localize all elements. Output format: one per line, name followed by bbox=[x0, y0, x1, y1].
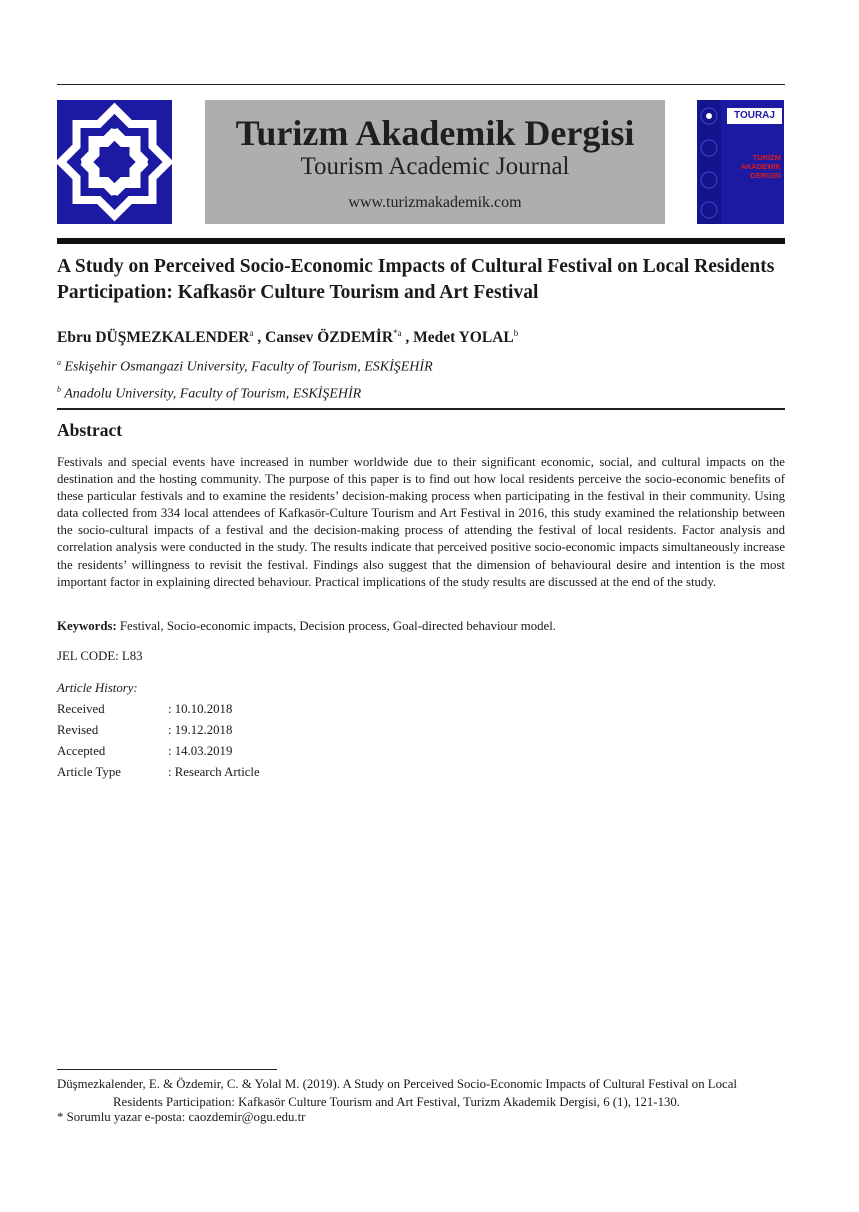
history-label: Accepted bbox=[57, 744, 106, 758]
history-value: : 19.12.2018 bbox=[168, 723, 233, 737]
journal-url[interactable]: www.turizmakademik.com bbox=[348, 194, 522, 211]
journal-cover-thumbnail bbox=[697, 100, 784, 224]
abstract-body: Festivals and special events have increased in number worldwide due to their significant economic, social, and cultural impacts on the destination and the hosting community. The purpose of this paper is to find out how local residents perceive the socio-economic benefits of these particular festivals and to examine the residents’ decision-making process when participating in the festival in their community. Using data collected from 334 local attendees of Kafkasör-Culture Tourism and Art Festival in 2016, this study examined the relationship between the socio-cultural impacts of a festival and the decision-making process of attending the festival of local residents. Factor analysis and correlation analysis were conducted in the study. The results indicate that perceived positive socio-economic impacts simultaneously increase the residents’ willingness to revisit the festival. Findings also suggest that the dimension of behavioural desire and intention is the most important factor in explaining directed behaviour. Practical implications of the study results are discussed at the end of the study. bbox=[57, 455, 785, 589]
history-value: : Research Article bbox=[168, 765, 260, 779]
affiliation-b: $^b$ Anadolu University, Faculty of Tourism, ESKİŞEHİR bbox=[57, 385, 362, 402]
history-row bbox=[57, 744, 232, 759]
journal-title: Turizm Akademik Dergisi bbox=[235, 113, 635, 153]
corresponding-author-email: * Sorumlu yazar e-posta: caozdemir@ogu.edu.tr bbox=[57, 1110, 306, 1124]
author-name: Medet YOLAL bbox=[413, 329, 514, 347]
geometric-star-logo-icon bbox=[57, 100, 172, 224]
header-thick-rule bbox=[57, 238, 785, 244]
cover-pattern-icon bbox=[697, 100, 721, 224]
history-value: : 10.10.2018 bbox=[168, 702, 233, 716]
journal-subtitle: Tourism Academic Journal bbox=[300, 153, 570, 180]
keywords-label: Keywords: bbox=[57, 619, 117, 633]
author-sup: b bbox=[513, 328, 519, 338]
history-label: Revised bbox=[57, 723, 99, 737]
history-value: : 14.03.2019 bbox=[168, 744, 233, 758]
jel-code: JEL CODE: L83 bbox=[57, 649, 143, 663]
author-name: Cansev ÖZDEMİR bbox=[265, 329, 394, 347]
abstract-heading: Abstract bbox=[57, 420, 123, 440]
citation-footnote: Düşmezkalender, E. & Özdemir, C. & Yolal M. (2019). A Study on Perceived Socio-Economic Impacts of Cultural Festival on Local Residents Participation: Kafkasör Culture Tourism and Art Festival, Turizm Akademik Dergisi, 6 (1), 121-130. bbox=[57, 1077, 737, 1109]
article-title: A Study on Perceived Socio-Economic Impacts of Cultural Festival on Local Residents Participation: Kafkasör Culture Tourism and Art Festival bbox=[57, 256, 775, 303]
author-sup: a bbox=[249, 328, 254, 338]
history-label: Received bbox=[57, 702, 105, 716]
author-sup: *a bbox=[393, 328, 402, 338]
top-rule bbox=[57, 84, 785, 85]
keywords-text: Festival, Socio-economic impacts, Decision process, Goal-directed behaviour model. bbox=[119, 619, 556, 633]
journal-logo bbox=[57, 100, 172, 224]
cover-badge: TOURAJ bbox=[727, 108, 782, 124]
history-row bbox=[57, 723, 232, 738]
history-label: Article Type bbox=[57, 765, 121, 779]
cover-journal-name: TURİZM AKADEMİK DERGİSİ bbox=[740, 153, 781, 180]
abstract-rule bbox=[57, 408, 785, 410]
keywords bbox=[57, 619, 785, 634]
cover-side-band bbox=[697, 100, 721, 224]
footnote-rule bbox=[57, 1069, 277, 1070]
history-row bbox=[57, 702, 232, 717]
author-list: Ebru DÜŞMEZKALENDER$^a$ , Cansev ÖZDEMİR$^{*a}$ , Medet YOLAL$^b$ bbox=[57, 328, 519, 347]
affiliation-a: $^a$ Eskişehir Osmangazi University, Faculty of Tourism, ESKİŞEHİR bbox=[57, 358, 433, 375]
author-name: Ebru DÜŞMEZKALENDER bbox=[57, 329, 250, 347]
article-history-heading: Article History: bbox=[57, 681, 138, 695]
journal-banner bbox=[205, 100, 665, 224]
history-row bbox=[57, 765, 260, 780]
